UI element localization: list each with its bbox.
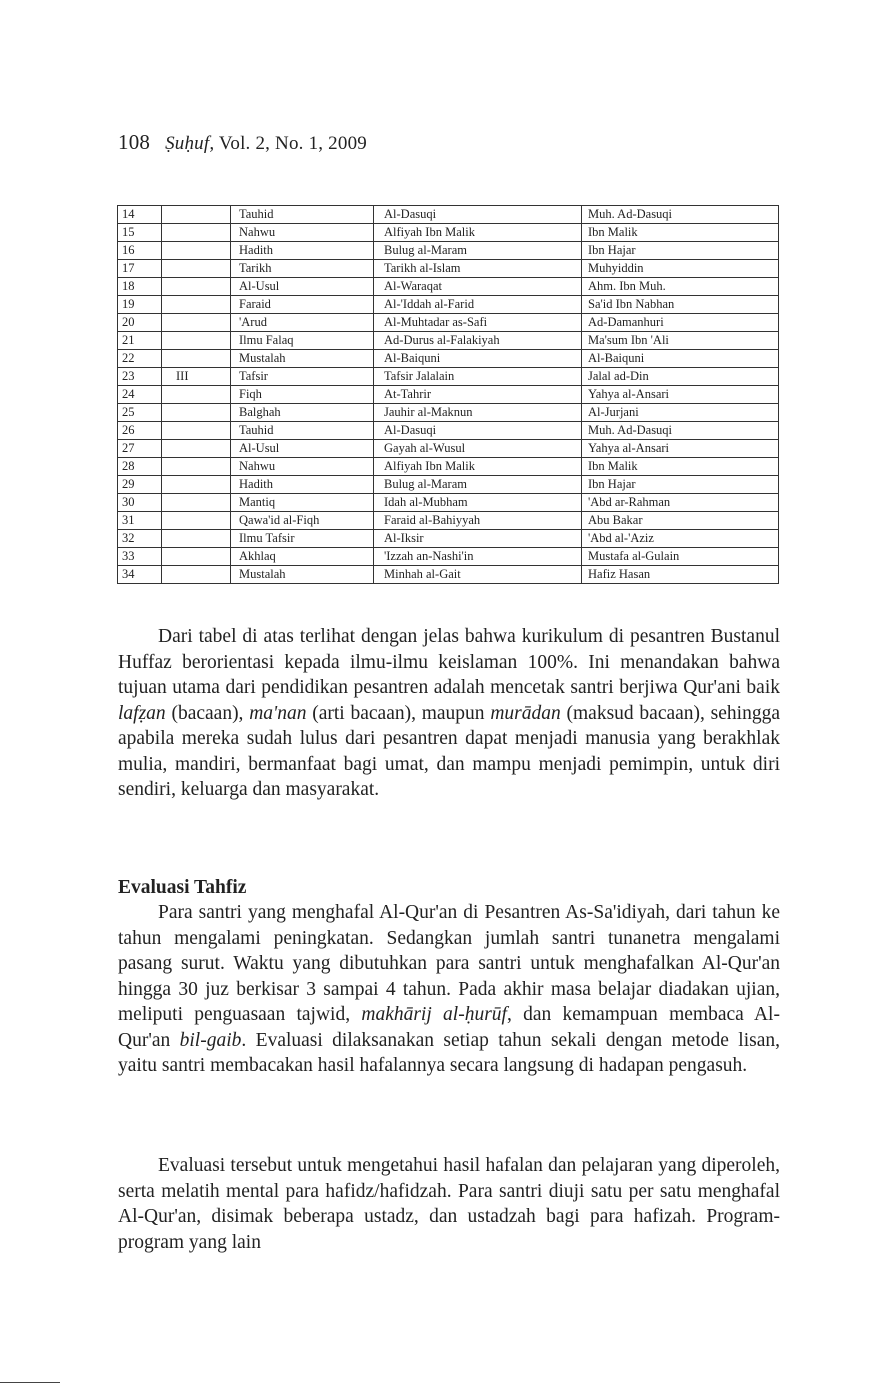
class-level bbox=[162, 242, 231, 260]
book-title: 'Izzah an-Nashi'in bbox=[374, 548, 582, 566]
class-level bbox=[162, 404, 231, 422]
row-number: 28 bbox=[118, 458, 162, 476]
author: Ibn Malik bbox=[582, 458, 779, 476]
book-title: Idah al-Mubham bbox=[374, 494, 582, 512]
author: Ibn Hajar bbox=[582, 476, 779, 494]
table-row bbox=[118, 242, 779, 260]
row-number: 16 bbox=[118, 242, 162, 260]
running-header bbox=[118, 130, 367, 155]
table-row bbox=[118, 548, 779, 566]
curriculum-table bbox=[117, 205, 779, 584]
page-number: 108 bbox=[118, 130, 151, 154]
class-level bbox=[162, 260, 231, 278]
table-row bbox=[118, 422, 779, 440]
row-number: 19 bbox=[118, 296, 162, 314]
row-number: 26 bbox=[118, 422, 162, 440]
paragraph-text: Para santri yang menghafal Al-Qur'an di Pesantren As-Sa'idiyah, dari tahun ke tahun mengalami peningkatan. Sedangkan jumlah santri tunanetra mengalami pasang surut. Waktu yang dibutuhkan para santri untuk menghafalkan Al-Qur'an hingga 30 juz berkisar 3 sampai 4 tahun. Pada akhir masa belajar diadakan ujian, meliputi penguasaan tajwid, makhārij al-ḥurūf, dan kemampuan membaca Al-Qur'an bil-gaib. Evaluasi dilaksanakan setiap tahun sekali dengan metode lisan, yaitu santri membacakan hasil hafalannya secara langsung di hadapan pengasuh. bbox=[118, 902, 781, 1076]
author: 'Abd ar-Rahman bbox=[582, 494, 779, 512]
book-title: Al-Baiquni bbox=[374, 350, 582, 368]
table-row bbox=[118, 386, 779, 404]
class-level bbox=[162, 278, 231, 296]
book-title: Al-Iksir bbox=[374, 530, 582, 548]
class-level bbox=[162, 350, 231, 368]
subject: 'Arud bbox=[231, 314, 374, 332]
subject: Hadith bbox=[231, 242, 374, 260]
book-title: Al-Muhtadar as-Safi bbox=[374, 314, 582, 332]
author: Muhyiddin bbox=[582, 260, 779, 278]
table-row bbox=[118, 530, 779, 548]
author: Ad-Damanhuri bbox=[582, 314, 779, 332]
journal-volume: Vol. 2, No. 1, 2009 bbox=[218, 133, 367, 154]
table-row bbox=[118, 332, 779, 350]
class-level bbox=[162, 296, 231, 314]
author: Hafiz Hasan bbox=[582, 566, 779, 584]
journal-name: Ṣuḥuf, bbox=[165, 133, 215, 154]
author: Muh. Ad-Dasuqi bbox=[582, 422, 779, 440]
subject: Al-Usul bbox=[231, 440, 374, 458]
book-title: Al-'Iddah al-Farid bbox=[374, 296, 582, 314]
class-level bbox=[162, 458, 231, 476]
row-number: 18 bbox=[118, 278, 162, 296]
book-title: Gayah al-Wusul bbox=[374, 440, 582, 458]
book-title: Bulug al-Maram bbox=[374, 242, 582, 260]
row-number: 22 bbox=[118, 350, 162, 368]
subject: Ilmu Tafsir bbox=[231, 530, 374, 548]
row-number: 25 bbox=[118, 404, 162, 422]
author: Abu Bakar bbox=[582, 512, 779, 530]
table-row bbox=[118, 368, 779, 386]
section-heading: Evaluasi Tahfiz bbox=[118, 877, 247, 898]
class-level bbox=[162, 530, 231, 548]
table-row bbox=[118, 314, 779, 332]
subject: Fiqh bbox=[231, 386, 374, 404]
class-level bbox=[162, 548, 231, 566]
paragraph-curriculum-summary bbox=[118, 624, 780, 803]
paragraph-evaluasi bbox=[118, 900, 780, 1079]
row-number: 30 bbox=[118, 494, 162, 512]
class-level bbox=[162, 206, 231, 224]
author: Mustafa al-Gulain bbox=[582, 548, 779, 566]
row-number: 31 bbox=[118, 512, 162, 530]
class-level bbox=[162, 386, 231, 404]
table-row bbox=[118, 476, 779, 494]
row-number: 34 bbox=[118, 566, 162, 584]
subject: Faraid bbox=[231, 296, 374, 314]
author: Sa'id Ibn Nabhan bbox=[582, 296, 779, 314]
subject: Balghah bbox=[231, 404, 374, 422]
class-level bbox=[162, 314, 231, 332]
subject: Tafsir bbox=[231, 368, 374, 386]
subject: Hadith bbox=[231, 476, 374, 494]
author: Yahya al-Ansari bbox=[582, 386, 779, 404]
book-title: Minhah al-Gait bbox=[374, 566, 582, 584]
subject: Qawa'id al-Fiqh bbox=[231, 512, 374, 530]
row-number: 20 bbox=[118, 314, 162, 332]
book-title: Ad-Durus al-Falakiyah bbox=[374, 332, 582, 350]
subject: Al-Usul bbox=[231, 278, 374, 296]
author: Ibn Hajar bbox=[582, 242, 779, 260]
author: 'Abd al-'Aziz bbox=[582, 530, 779, 548]
table-row bbox=[118, 278, 779, 296]
book-title: At-Tahrir bbox=[374, 386, 582, 404]
class-level bbox=[162, 494, 231, 512]
row-number: 24 bbox=[118, 386, 162, 404]
table-row bbox=[118, 458, 779, 476]
table-row bbox=[118, 440, 779, 458]
table-row bbox=[118, 512, 779, 530]
row-number: 21 bbox=[118, 332, 162, 350]
paragraph-text: Dari tabel di atas terlihat dengan jelas bahwa kurikulum di pesantren Bustanul Huffaz berorientasi kepada ilmu-ilmu keislaman 100%. Ini menandakan bahwa tujuan utama dari pendidikan pesantren adalah mencetak santri berjiwa Qur'ani baik lafẓan (bacaan), ma'nan (arti bacaan), maupun murādan (maksud bacaan), sehingga apabila mereka sudah lulus dari pesantren dapat menjadi manusia yang berakhlak mulia, mandiri, bermanfaat bagi umat, dan mampu menjadi pemimpin, untuk diri sendiri, keluarga dan masyarakat. bbox=[118, 626, 781, 800]
subject: Ilmu Falaq bbox=[231, 332, 374, 350]
table-row bbox=[118, 260, 779, 278]
author: Al-Jurjani bbox=[582, 404, 779, 422]
subject: Tauhid bbox=[231, 422, 374, 440]
table-row bbox=[118, 296, 779, 314]
book-title: Faraid al-Bahiyyah bbox=[374, 512, 582, 530]
author: Al-Baiquni bbox=[582, 350, 779, 368]
book-title: Al-Dasuqi bbox=[374, 206, 582, 224]
book-title: Tafsir Jalalain bbox=[374, 368, 582, 386]
author: Muh. Ad-Dasuqi bbox=[582, 206, 779, 224]
row-number: 15 bbox=[118, 224, 162, 242]
paragraph-evaluasi-tujuan: Evaluasi tersebut untuk mengetahui hasil hafalan dan pelajaran yang diperoleh, serta melatih mental para hafidz/hafidzah. Para santri diuji satu per satu menghafal Al-Qur'an, disimak beberapa ustadz, dan ustadzah bagi para hafizah. Program-program yang lain bbox=[118, 1155, 780, 1253]
author: Yahya al-Ansari bbox=[582, 440, 779, 458]
subject: Mustalah bbox=[231, 350, 374, 368]
subject: Mustalah bbox=[231, 566, 374, 584]
author: Ma'sum Ibn 'Ali bbox=[582, 332, 779, 350]
subject: Akhlaq bbox=[231, 548, 374, 566]
book-title: Al-Waraqat bbox=[374, 278, 582, 296]
author: Jalal ad-Din bbox=[582, 368, 779, 386]
book-title: Jauhir al-Maknun bbox=[374, 404, 582, 422]
table-row bbox=[118, 350, 779, 368]
row-number: 27 bbox=[118, 440, 162, 458]
book-title: Tarikh al-Islam bbox=[374, 260, 582, 278]
class-level bbox=[162, 476, 231, 494]
class-level bbox=[162, 422, 231, 440]
row-number: 17 bbox=[118, 260, 162, 278]
class-level bbox=[162, 440, 231, 458]
class-level bbox=[162, 512, 231, 530]
row-number: 33 bbox=[118, 548, 162, 566]
author: Ibn Malik bbox=[582, 224, 779, 242]
table-row bbox=[118, 224, 779, 242]
subject: Nahwu bbox=[231, 458, 374, 476]
author: Ahm. Ibn Muh. bbox=[582, 278, 779, 296]
table-row bbox=[118, 494, 779, 512]
page-edge-line bbox=[0, 1382, 60, 1383]
table-row bbox=[118, 404, 779, 422]
row-number: 29 bbox=[118, 476, 162, 494]
row-number: 23 bbox=[118, 368, 162, 386]
subject: Mantiq bbox=[231, 494, 374, 512]
book-title: Al-Dasuqi bbox=[374, 422, 582, 440]
table-row bbox=[118, 566, 779, 584]
subject: Nahwu bbox=[231, 224, 374, 242]
class-level bbox=[162, 566, 231, 584]
row-number: 14 bbox=[118, 206, 162, 224]
book-title: Bulug al-Maram bbox=[374, 476, 582, 494]
class-level bbox=[162, 224, 231, 242]
subject: Tauhid bbox=[231, 206, 374, 224]
book-title: Alfiyah Ibn Malik bbox=[374, 224, 582, 242]
row-number: 32 bbox=[118, 530, 162, 548]
class-level bbox=[162, 332, 231, 350]
subject: Tarikh bbox=[231, 260, 374, 278]
class-level: III bbox=[162, 368, 231, 386]
book-title: Alfiyah Ibn Malik bbox=[374, 458, 582, 476]
table-row bbox=[118, 206, 779, 224]
